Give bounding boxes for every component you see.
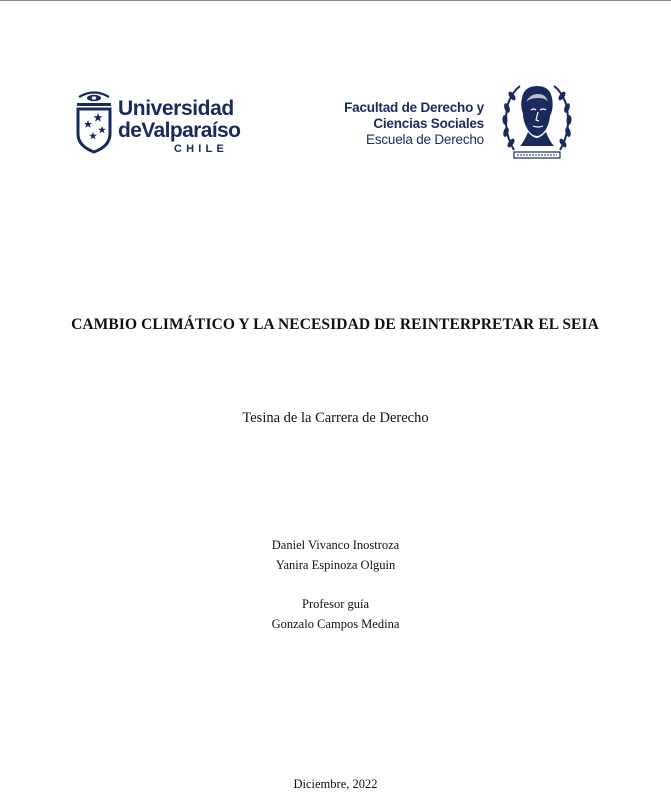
faculty-logo — [340, 80, 580, 166]
university-country: CHILE — [174, 143, 228, 155]
page-top-border — [0, 0, 671, 1]
university-logo — [76, 88, 241, 160]
advisor-label: Profesor guía — [302, 597, 369, 611]
document-title: CAMBIO CLIMÁTICO Y LA NECESIDAD DE REINTERPRETAR EL SEIA — [71, 316, 599, 333]
faculty-name-line1: Facultad de Derecho y — [344, 100, 484, 115]
university-name-line1: Universidad — [118, 97, 234, 120]
school-name: Escuela de Derecho — [366, 132, 484, 147]
university-name-line2: deValparaíso — [118, 119, 241, 142]
laurel-portrait-emblem-icon — [500, 80, 574, 164]
shield-stars-icon — [76, 88, 112, 154]
author-2: Yanira Espinoza Olguin — [275, 558, 396, 572]
author-1: Daniel Vivanco Inostroza — [271, 538, 400, 552]
advisor-name: Gonzalo Campos Medina — [271, 617, 400, 631]
document-date: Diciembre, 2022 — [293, 777, 378, 791]
faculty-name-line2: Ciencias Sociales — [373, 116, 484, 131]
document-subtitle: Tesina de la Carrera de Derecho — [242, 410, 429, 426]
university-wordmark — [118, 98, 240, 155]
faculty-wordmark — [344, 100, 484, 148]
